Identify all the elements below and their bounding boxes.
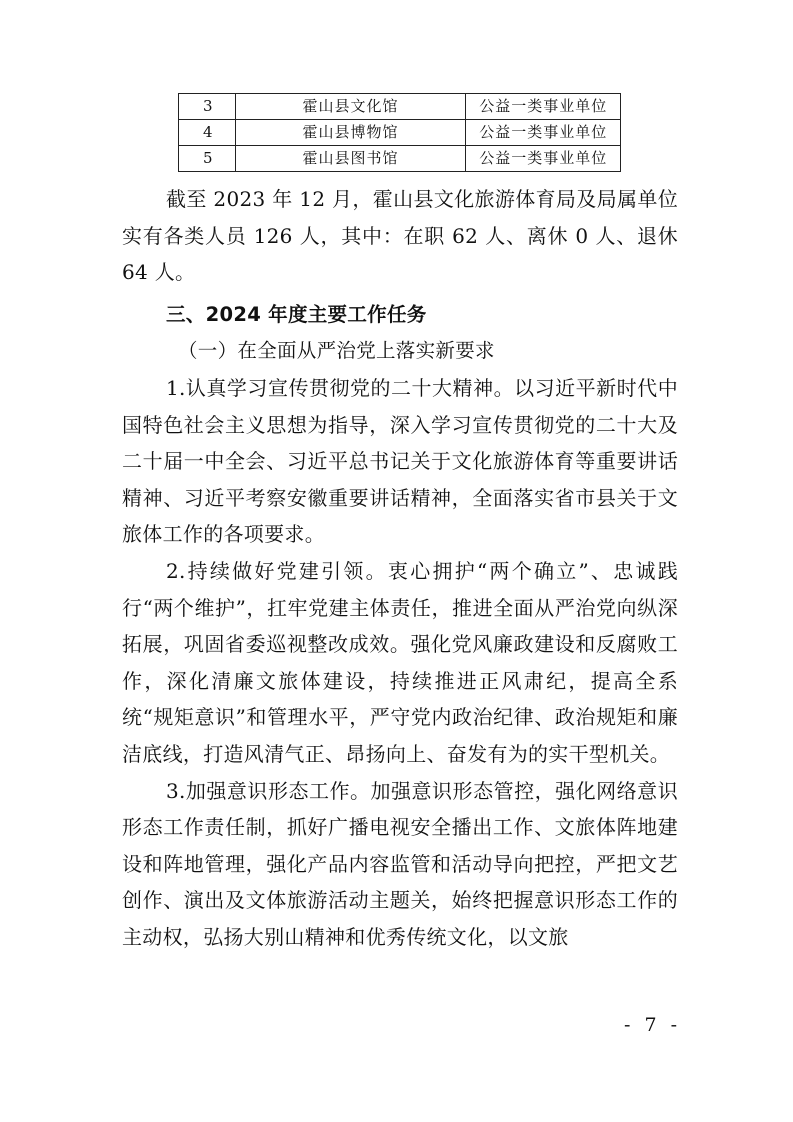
paragraph-staff: 截至 2023 年 12 月，霍山县文化旅游体育局及局属单位实有各类人员 126 人，其中：在职 62 人、离休 0 人、退休 64 人。 xyxy=(122,187,678,285)
table-cell-name: 霍山县图书馆 xyxy=(235,146,466,172)
section-heading: 三、2024 年度主要工作任务 xyxy=(166,302,427,326)
paragraph-item-1: 1.认真学习宣传贯彻党的二十大精神。以习近平新时代中国特色社会主义思想为指导，深入学习宣传贯彻党的二十大及二十届一中全会、习近平总书记关于文化旅游体育等重要讲话精神、习近平考察安徽重要讲话精神，全面落实省市县关于文旅体工作的各项要求。 xyxy=(122,375,678,547)
table-cell-type: 公益一类事业单位 xyxy=(466,120,621,146)
table-row xyxy=(179,94,621,120)
table-cell-no: 4 xyxy=(179,120,236,146)
table-row xyxy=(179,146,621,172)
body-text xyxy=(122,181,678,955)
table-row xyxy=(179,120,621,146)
table-cell-no: 3 xyxy=(179,94,236,120)
units-table xyxy=(178,93,621,172)
table-cell-no: 5 xyxy=(179,146,236,172)
page-number: - 7 - xyxy=(624,1014,682,1036)
table-cell-type: 公益一类事业单位 xyxy=(466,94,621,120)
subsection-heading: （一）在全面从严治党上落实新要求 xyxy=(178,339,495,363)
table-cell-type: 公益一类事业单位 xyxy=(466,146,621,172)
paragraph-item-2: 2.持续做好党建引领。衷心拥护“两个确立”、忠诚践行“两个维护”，扛牢党建主体责任，推进全面从严治党向纵深拓展，巩固省委巡视整改成效。强化党风廉政建设和反腐败工作，深化清廉文旅体建设，持续推进正风肃纪，提高全系统“规矩意识”和管理水平，严守党内政治纪律、政治规矩和廉洁底线，打造风清气正、昂扬向上、奋发有为的实干型机关。 xyxy=(122,558,678,766)
paragraph-item-3: 3.加强意识形态工作。加强意识形态管控，强化网络意识形态工作责任制，抓好广播电视安全播出工作、文旅体阵地建设和阵地管理，强化产品内容监管和活动导向把控，严把文艺创作、演出及文体旅游活动主题关，始终把握意识形态工作的主动权，弘扬大别山精神和优秀传统文化，以文旅 xyxy=(122,778,678,949)
table-cell-name: 霍山县博物馆 xyxy=(235,120,466,146)
table-cell-name: 霍山县文化馆 xyxy=(235,94,466,120)
